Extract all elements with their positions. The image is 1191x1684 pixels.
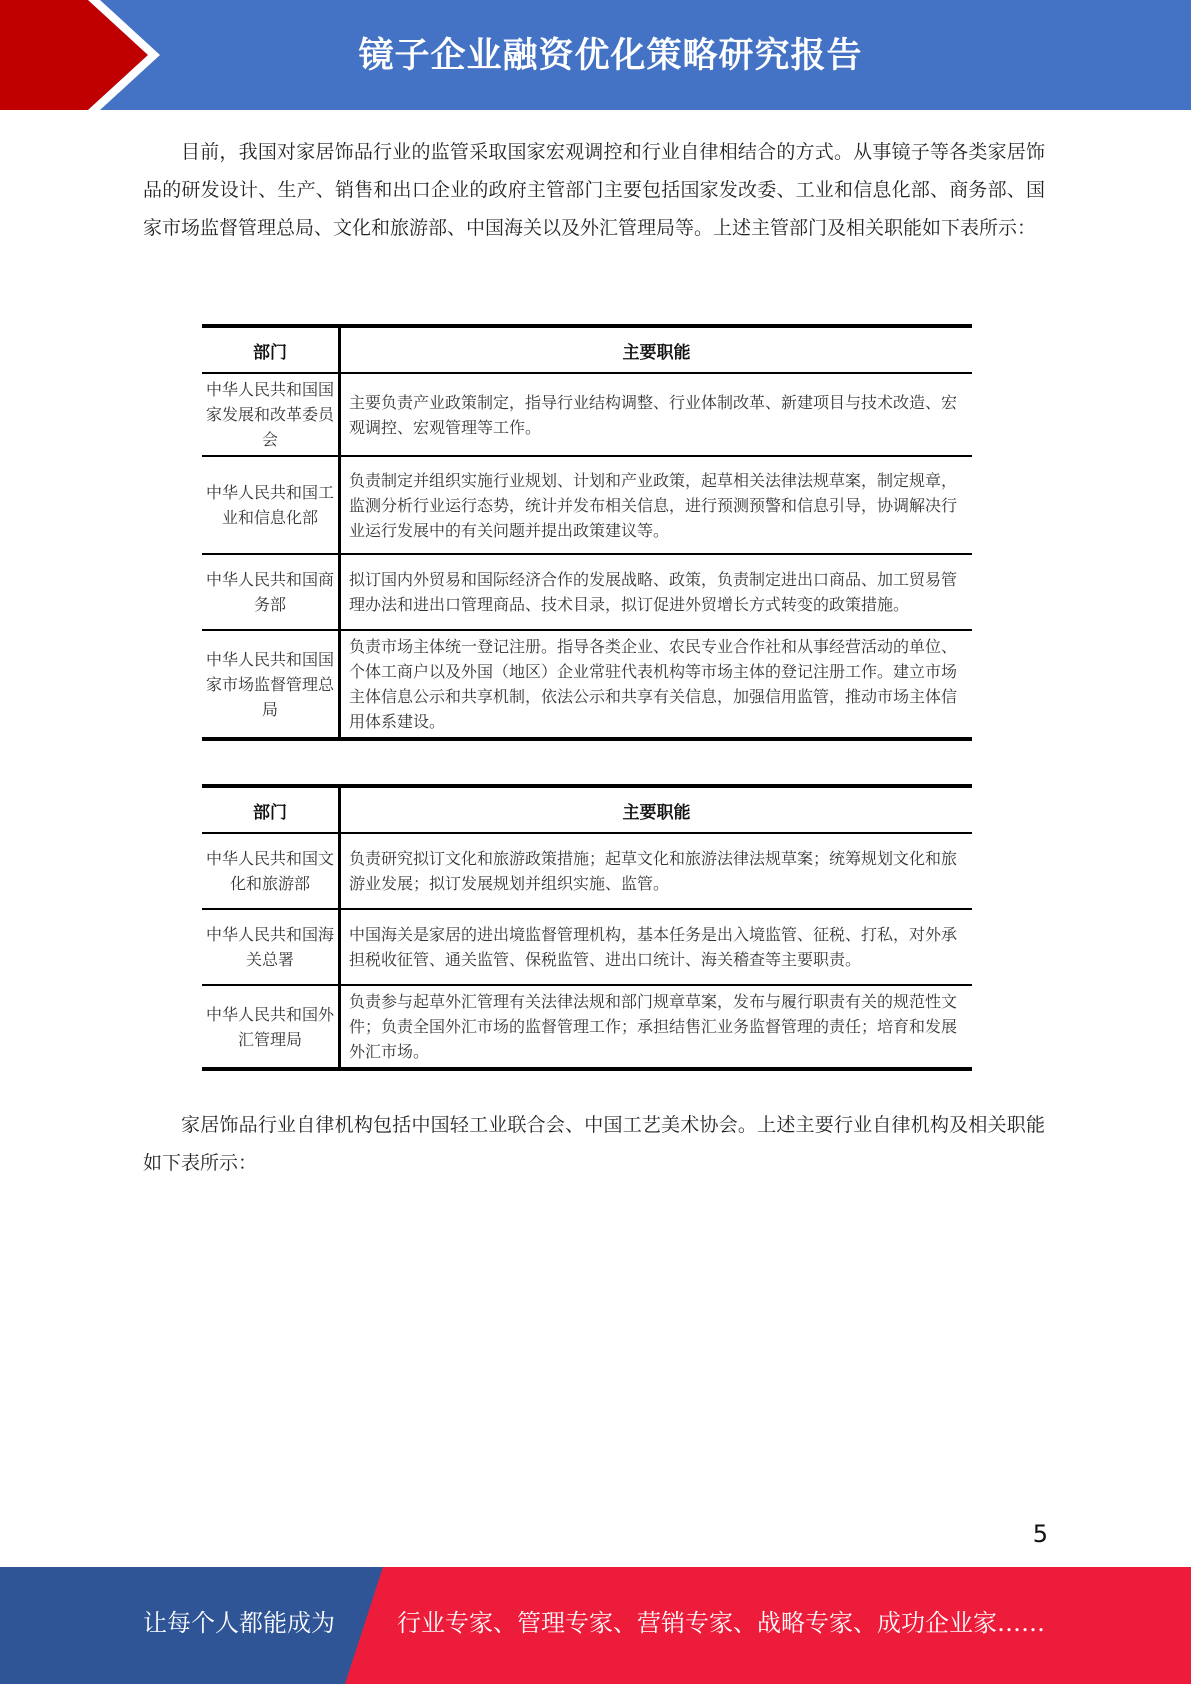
dept-cell: 中华人民共和国文化和旅游部	[202, 833, 340, 909]
table-row	[202, 630, 972, 739]
header-function: 主要职能	[340, 326, 973, 373]
intro-paragraph: 目前，我国对家居饰品行业的监管采取国家宏观调控和行业自律相结合的方式。从事镜子等各类家居饰品的研发设计、生产、销售和出口企业的政府主管部门主要包括国家发改委、工业和信息化部、商务部、国家市场监督管理总局、文化和旅游部、中国海关以及外汇管理局等。上述主管部门及相关职能如下表所示：	[143, 141, 1045, 239]
header-function: 主要职能	[340, 786, 973, 833]
page-number: 5	[1032, 1520, 1048, 1548]
table-row	[202, 456, 972, 554]
page-footer	[0, 1567, 1191, 1684]
self-regulation-paragraph: 家居饰品行业自律机构包括中国轻工业联合会、中国工艺美术协会。上述主要行业自律机构及相关职能如下表所示：	[143, 1114, 1045, 1174]
table-row	[202, 373, 972, 456]
table-row	[202, 909, 972, 985]
report-title: 镜子企业融资优化策略研究报告	[358, 36, 863, 76]
dept-cell: 中华人民共和国商务部	[202, 554, 340, 630]
function-cell: 负责市场主体统一登记注册。指导各类企业、农民专业合作社和从事经营活动的单位、个体工商户以及外国（地区）企业常驻代表机构等市场主体的登记注册工作。建立市场主体信息公示和共享机制，依法公示和共享有关信息，加强信用监管，推动市场主体信用体系建设。	[340, 630, 973, 739]
header-dept: 部门	[202, 326, 340, 373]
dept-cell: 中华人民共和国外汇管理局	[202, 985, 340, 1069]
footer-slogan-left: 让每个人都能成为	[143, 1609, 335, 1637]
dept-cell: 中华人民共和国国家市场监督管理总局	[202, 630, 340, 739]
function-cell: 负责参与起草外汇管理有关法律法规和部门规章草案，发布与履行职责有关的规范性文件；负责全国外汇市场的监督管理工作；承担结售汇业务监督管理的责任；培育和发展外汇市场。	[340, 985, 973, 1069]
function-cell: 负责研究拟订文化和旅游政策措施；起草文化和旅游法律法规草案；统筹规划文化和旅游业发展；拟订发展规划并组织实施、监管。	[340, 833, 973, 909]
header-dept: 部门	[202, 786, 340, 833]
table-row	[202, 554, 972, 630]
page-header	[0, 0, 1191, 110]
function-cell: 拟订国内外贸易和国际经济合作的发展战略、政策，负责制定进出口商品、加工贸易管理办法和进出口管理商品、技术目录，拟订促进外贸增长方式转变的政策措施。	[340, 554, 973, 630]
department-table-1	[202, 324, 972, 741]
department-table-2	[202, 784, 972, 1071]
dept-cell: 中华人民共和国海关总署	[202, 909, 340, 985]
footer-slogan-right: 行业专家、管理专家、营销专家、战略专家、成功企业家……	[397, 1609, 1045, 1637]
function-cell: 负责制定并组织实施行业规划、计划和产业政策，起草相关法律法规草案，制定规章，监测分析行业运行态势，统计并发布相关信息，进行预测预警和信息引导，协调解决行业运行发展中的有关问题并提出政策建议等。	[340, 456, 973, 554]
table-header-row	[202, 326, 972, 373]
function-cell: 主要负责产业政策制定，指导行业结构调整、行业体制改革、新建项目与技术改造、宏观调控、宏观管理等工作。	[340, 373, 973, 456]
dept-cell: 中华人民共和国工业和信息化部	[202, 456, 340, 554]
table-row	[202, 833, 972, 909]
dept-cell: 中华人民共和国国家发展和改革委员会	[202, 373, 340, 456]
table-header-row	[202, 786, 972, 833]
function-cell: 中国海关是家居的进出境监督管理机构，基本任务是出入境监管、征税、打私，对外承担税收征管、通关监管、保税监管、进出口统计、海关稽查等主要职责。	[340, 909, 973, 985]
table-row	[202, 985, 972, 1069]
